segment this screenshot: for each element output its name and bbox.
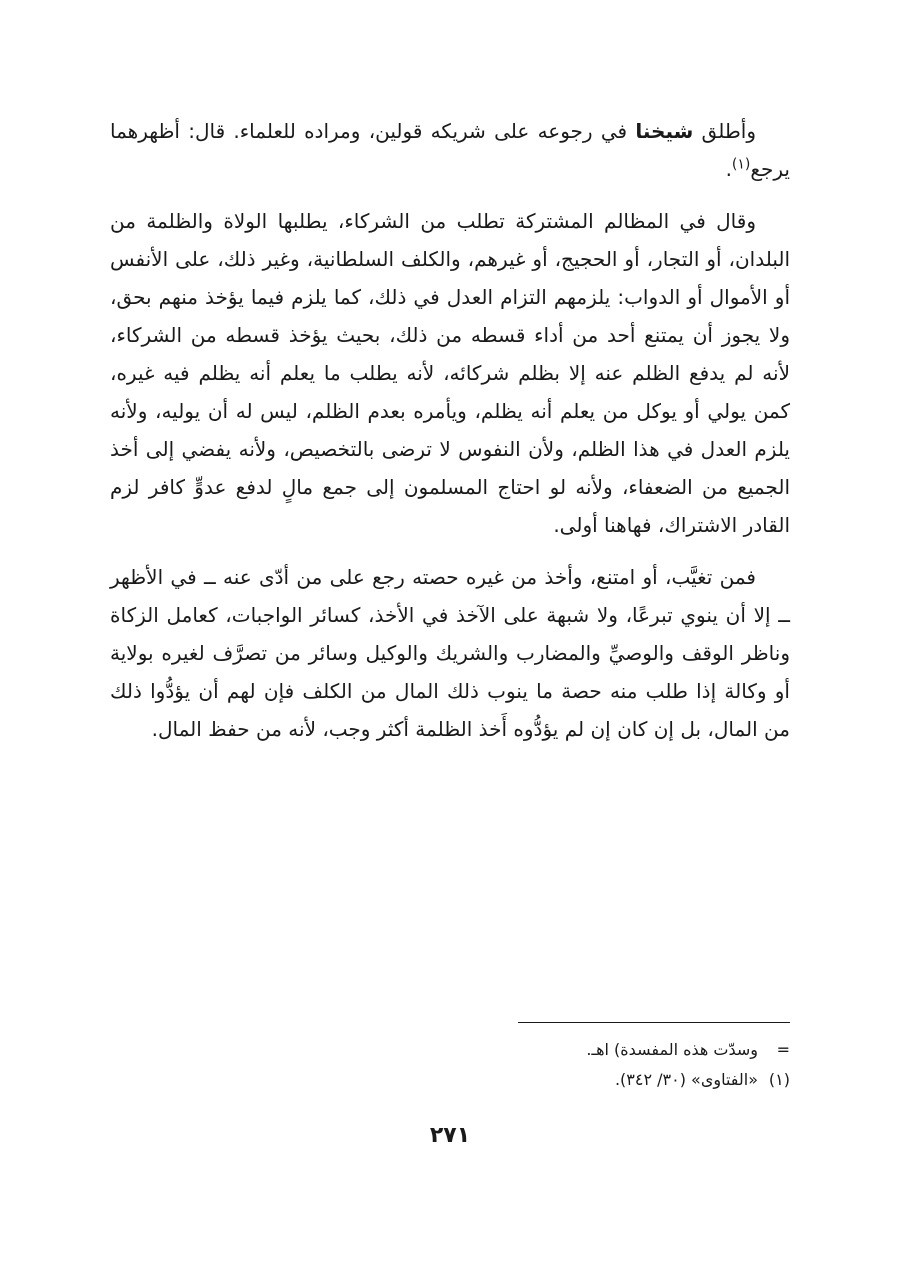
paragraph-3: فمن تغيَّب، أو امتنع، وأخذ من غيره حصته رجع على من أدّى عنه ــ في الأظهر ــ إلا أن ينوي تبرعًا، ولا شبهة على الآخذ في الأخذ، كسائر الواجبات، كعامل الزكاة وناظر الوقف والوصيِّ والمضارب والشريك والوكيل وسائر من تصرَّف لغيره بولاية أو وكالة إذا طلب منه حصة ما ينوب ذلك المال من الكلف فإن لهم أن يؤدُّوا ذلك من المال، بل إن كان إن لم يؤدُّوه أَخذ الظلمة أكثر وجب، لأنه من حفظ المال. (110, 565, 790, 741)
paragraph-1-text-end: . (725, 157, 732, 181)
paragraph-1 (110, 112, 790, 188)
emphasized-term: شيخنا (635, 119, 694, 143)
paragraph-1-text: في رجوعه على شريكه قولين، ومراده للعلماء. قال: أظهرهما يرجع (110, 119, 790, 181)
footnote-marker: = (776, 1040, 790, 1059)
footnote-reference[interactable]: (١) (731, 156, 751, 173)
footnote-1 (110, 1065, 790, 1095)
footnote-text: «الفتاوى» (٣٠/ ٣٤٢). (614, 1070, 758, 1089)
page-number: ٢٧١ (429, 1123, 471, 1148)
paragraph-1-text-start: وأطلق (693, 119, 756, 143)
footnote-marker: (١) (768, 1070, 790, 1089)
footnote-text: وسدّت هذه المفسدة) اهـ. (586, 1040, 758, 1059)
footnote-divider (518, 1022, 790, 1023)
paragraph-2: وقال في المظالم المشتركة تطلب من الشركاء، يطلبها الولاة والظلمة من البلدان، أو التجار، أو الحجيج، أو غيرهم، والكلف السلطانية، وغير ذلك، على الأنفس أو الأموال أو الدواب: يلزمهم التزام العدل في ذلك، كما يلزم فيما يؤخذ منهم بحق، ولا يجوز أن يمتنع أحد من أداء قسطه من ذلك، بحيث يؤخذ قسطه من الشركاء، لأنه لم يدفع الظلم عنه إلا بظلم شركائه، لأنه يطلب ما يعلم أنه يظلم فيه غيره، كمن يولي أو يوكل من يعلم أنه يظلم، ويأمره بعدم الظلم، ليس له أن يوليه، ولأنه يلزم العدل في هذا الظلم، ولأن النفوس لا ترضى بالتخصيص، ولأنه يفضي إلى أخذ الجميع من الضعفاء، ولأنه لو احتاج المسلمون إلى جمع مالٍ لدفع عدوٍّ كافر لزم القادر الاشتراك، فهاهنا أولى. (110, 209, 790, 537)
book-page (110, 0, 790, 1271)
main-text (110, 112, 790, 748)
footnote-continuation (110, 1035, 790, 1065)
footnotes-section (110, 1022, 790, 1095)
